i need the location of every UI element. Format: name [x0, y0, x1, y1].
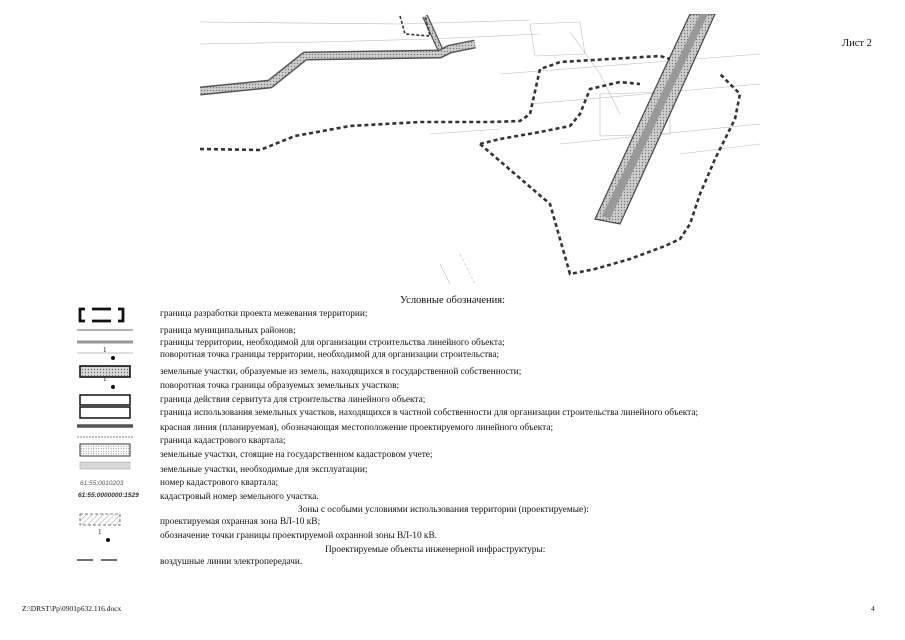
- sheet-label: Лист 2: [842, 38, 872, 49]
- legend-item: граница муниципальных районов;: [160, 326, 296, 336]
- symbol-project-boundary: [80, 309, 123, 321]
- legend-item: земельные участки, необходимые для эксплуатации;: [160, 465, 368, 475]
- cadastral-quarter-number: 61:55:0010203: [80, 480, 124, 487]
- legend-item: поворотная точка границы территории, необходимой для организации строительства;: [160, 350, 500, 360]
- legend-item: земельные участки, стоящие на государственном кадастровом учете;: [160, 450, 433, 460]
- legend-item: красная линия (планируемая), обозначающая местоположение проектируемого линейного объекта;: [160, 423, 554, 433]
- infrastructure-item: воздушные линии электропередачи.: [160, 557, 303, 567]
- legend-item: границы территории, необходимой для организации строительства линейного объекта;: [160, 338, 505, 348]
- legend-title: Условные обозначения:: [399, 295, 505, 306]
- point-number: 1: [103, 346, 107, 354]
- zones-title: Зоны с особыми условиями использования территории (проектируемые):: [298, 505, 589, 515]
- symbol-operation-parcels: [80, 462, 130, 469]
- zone-item: обозначение точки границы проектируемой охранной зоны ВЛ-10 кВ.: [160, 531, 437, 541]
- symbol-private-use: [80, 407, 130, 418]
- legend-item: граница действия сервитута для строительства линейного объекта;: [160, 395, 426, 405]
- symbol-registered-parcels: [80, 444, 130, 456]
- symbol-servitude: [80, 395, 130, 405]
- legend-item: номер кадастрового квартала;: [160, 478, 279, 488]
- point-number: 1: [103, 375, 107, 383]
- legend-symbols: [75, 305, 145, 575]
- legend-item: граница кадастрового квартала;: [160, 436, 286, 446]
- point-number: 1: [98, 528, 102, 536]
- footer-page-number: 4: [871, 604, 875, 613]
- point-dot: [106, 538, 110, 542]
- legend-item: поворотная точка границы образуемых земельных участков;: [160, 381, 400, 391]
- point-dot: [111, 356, 115, 360]
- footer-file-path: Z:\DRST\Pp\0901p632.116.docx: [22, 604, 122, 613]
- cadastral-parcel-number: 61:55:0000000:1529: [78, 492, 139, 499]
- symbol-protection-zone: [80, 514, 120, 525]
- infrastructure-title: Проектируемые объекты инженерной инфраструктуры:: [325, 545, 546, 555]
- zone-item: проектируемая охранная зона ВЛ-10 кВ;: [160, 517, 321, 527]
- legend-item: граница разработки проекта межевания территории;: [160, 309, 368, 319]
- point-dot: [111, 385, 115, 389]
- legend-item: кадастровый номер земельного участка.: [160, 492, 319, 502]
- legend-item: граница использования земельных участков, находящихся в частной собственности для организации строительства линейного объекта;: [160, 408, 699, 418]
- cadastral-map: [200, 14, 760, 289]
- legend-item: земельные участки, образуемые из земель, находящихся в государственной собственности;: [160, 367, 522, 377]
